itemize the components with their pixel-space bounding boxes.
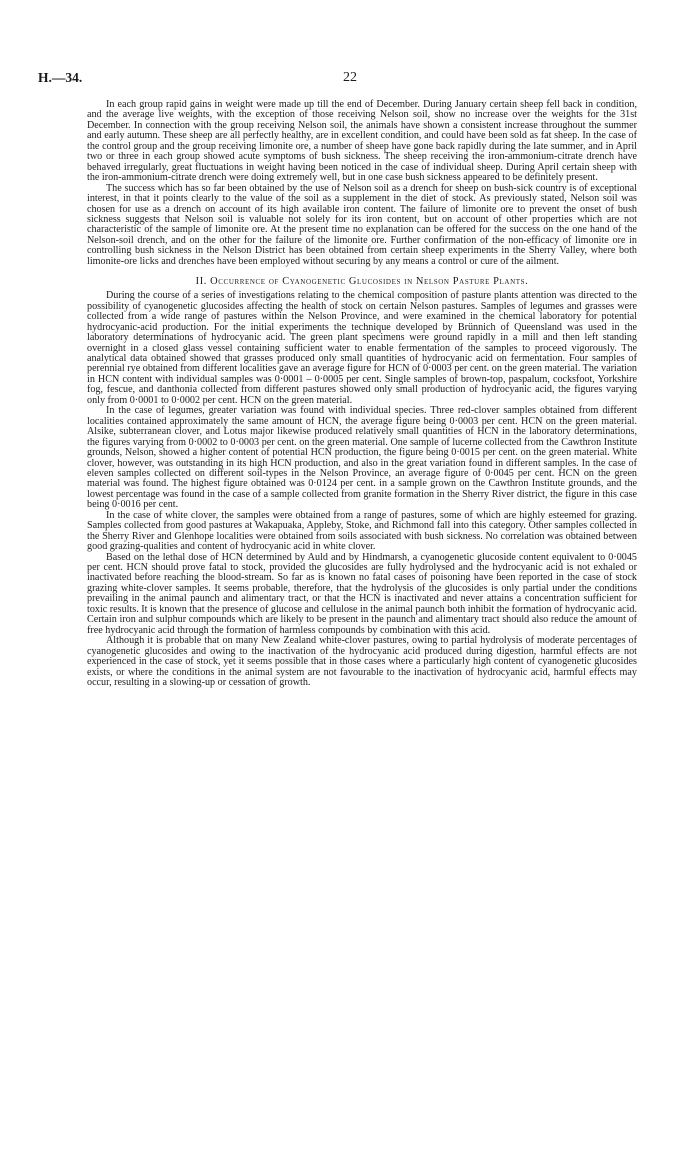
paragraph: The success which has so far been obtained by the use of Nelson soil as a drench for sheep on bush-sick country is of exceptional interest, in that it points clearly to the value of the soil as a supplement in the diet of stock. As previously stated, Nelson soil was chosen for use as a drench on account of its high available iron content. The failure of limonite ore to prevent the onset of bush sickness suggests that Nelson soil is valuable not solely for its iron content, but on account of other properties which are not characteristic of the sample of limonite ore. At the present time no explanation can be offered for the success on the one hand of the Nelson-soil drench, and on the other for the failure of the limonite ore. Further confirmation of the non-efficacy of limonite ore in controlling bush sickness in the Nelson District has been obtained from certain sheep experiments in the Sherry Valley, where both limonite-ore licks and drenches have been employed without securing by any means a control or cure of the ailment.: [87, 182, 637, 267]
document-reference: H.—34.: [38, 70, 83, 85]
paragraph: In the case of white clover, the samples were obtained from a range of pastures, some of which are highly esteemed for grazing. Samples collected from good pastures at Wakapuaka, Appleby, Stoke, and Richmond fall into this category. Other samples collected in the Sherry River and Glenhope localities were obtained from soils associated with bush sickness. No correlation was obtained between good grazing-qualities and content of hydrocyanic acid in white clover.: [87, 509, 637, 553]
section-heading: II. Occurrence of Cyanogenetic Glucosides in Nelson Pasture Plants.: [195, 276, 529, 288]
paragraph: Although it is probable that on many New Zealand white-clover pastures, owing to partial hydrolysis of moderate percentages of cyanogenetic glucosides and owing to the inactivation of the hydrocyanic acid produced during digestion, harmful effects are not experienced in the case of stock, yet it seems possible that in those cases where a particularly high content of cyanogenetic glucosides exists, or where the conditions in the animal system are not favourable to the inactivation of hydrocyanic acid, harmful effects may occur, resulting in a slowing-up or cessation of growth.: [87, 635, 637, 689]
body-text: [87, 100, 637, 688]
page-number: 22: [343, 70, 357, 85]
paragraph: In the case of legumes, greater variation was found with individual species. Three red-clover samples obtained from different localities contained approximately the same amount of HCN, the average figure being 0·0003 per cent. HCN on the green material. Alsike, subterranean clover, and Lotus major likewise produced relatively small quantities of HCN in the laboratory determinations, the figures varying from 0·0002 to 0·0003 per cent. on the green material. One sample of lucerne collected from the Cawthron Institute grounds, Nelson, showed a higher content of potential HCN production, the figure being 0·0015 per cent. on the green material. White clover, however, was outstanding in its high HCN production, and also in the great variation found in different samples. In the case of eleven samples collected on different soil-types in the Nelson Province, an average figure of 0·0045 per cent. HCN on the green material was found. The highest figure obtained was 0·0124 per cent. in a sample grown on the Cawthron Institute grounds, and the lowest percentage was found in the case of a sample collected from granite formation in the Sherry River district, the figure in this case being 0·0016 per cent.: [87, 405, 637, 511]
paragraph: Based on the lethal dose of HCN determined by Auld and by Hindmarsh, a cyanogenetic glucoside content equivalent to 0·0045 per cent. HCN should prove fatal to stock, provided the glucosides are fully hydrolysed and the hydrocyanic acid is not exhaled or inactivated before reaching the blood-stream. So far as is known no fatal cases of poisoning have been reported in the case of stock grazing white-clover samples. It seems probable, therefore, that the hydrolysis of the glucosides is only partial under the conditions prevailing in the animal paunch and alimentary tract, or that the HCN is inactivated and never attains a concentration sufficient for toxic results. It is known that the presence of glucose and cellulose in the animal paunch both inhibit the formation of hydrocyanic acid. Certain iron and sulphur compounds which are likely to be present in the paunch and alimentary tract should also reduce the amount of free hydrocyanic acid through the formation of harmless compounds by combination with this acid.: [87, 551, 637, 636]
page-header: [38, 70, 662, 88]
paragraph: In each group rapid gains in weight were made up till the end of December. During January certain sheep fell back in condition, and the average live weights, with the exception of those receiving Nelson soil, show no increase over the weights for the 31st December. In connection with the group receiving Nelson soil, the animals have shown a consistent increase throughout the summer and early autumn. These sheep are all perfectly healthy, are in excellent condition, and could have been sold as fat sheep. In the case of the control group and the group receiving limonite ore, a number of sheep have gone back rapidly during the late summer, and in April two or three in each group showed acute symptoms of bush sickness. The sheep receiving the iron-ammonium-citrate drench have behaved irregularly, great fluctuations in weight having been noticed in the case of individual sheep. During April certain sheep with the iron-ammonium-citrate drench were doing extremely well, but in one case bush sickness appeared to be definitely present.: [87, 99, 637, 184]
paragraph: During the course of a series of investigations relating to the chemical composition of pasture plants attention was directed to the possibility of cyanogenetic glucosides affecting the health of stock on certain Nelson pastures. Samples of legumes and grasses were collected from a wide range of pastures within the Nelson Province, and were examined in the chemical laboratory for potential hydrocyanic-acid production. For the initial experiments the technique developed by Brünnich of Queensland was used in the laboratory determinations of hydrocyanic acid. The green plant specimens were ground rapidly in a mill and then left standing overnight in a closed glass vessel containing sufficient water to enable fermentation of the samples to proceed vigorously. The analytical data obtained showed that grasses produced only small quantities of hydrocyanic acid on fermentation. Four samples of perennial rye obtained from different localities gave an average figure for HCN of 0·0003 per cent. on the green material. The variation in HCN content with individual samples was 0·0001 – 0·0005 per cent. Single samples of brown-top, paspalum, cocksfoot, Yorkshire fog, fescue, and danthonia collected from different pastures showed only small production of hydrocyanic acid, the figures varying only from 0·0001 to 0·0002 per cent. HCN on the green material.: [87, 290, 637, 406]
